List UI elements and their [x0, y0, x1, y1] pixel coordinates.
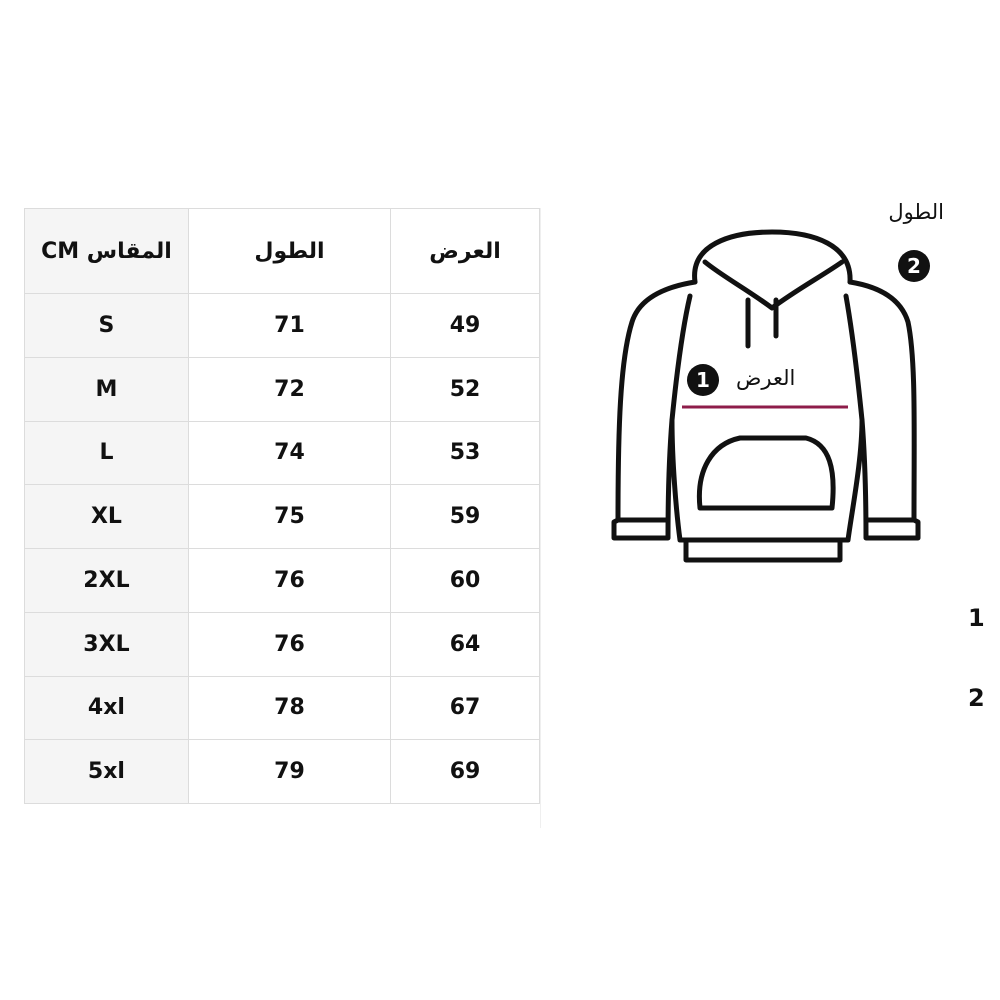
header-width: العرض — [391, 209, 540, 294]
length-cell: 79 — [188, 740, 390, 804]
length-cell: 78 — [188, 676, 390, 740]
header-length: الطول — [188, 209, 390, 294]
table-row — [25, 294, 540, 358]
kangaroo-pocket — [699, 438, 833, 508]
width-cell: 52 — [391, 357, 540, 421]
size-cell: 4xl — [25, 676, 189, 740]
table-header-row — [25, 209, 540, 294]
badge-1: 1 — [687, 364, 719, 396]
width-cell: 67 — [391, 676, 540, 740]
size-cell: 3XL — [25, 612, 189, 676]
size-cell: L — [25, 421, 189, 485]
instruction-1-number: 1 — [968, 604, 985, 632]
header-size: المقاس CM — [25, 209, 189, 294]
width-cell: 60 — [391, 549, 540, 613]
table-row — [25, 549, 540, 613]
hoodie-diagram — [600, 200, 940, 580]
table-row — [25, 357, 540, 421]
instruction-2-number: 2 — [968, 684, 985, 712]
size-chart-table — [24, 208, 540, 804]
hoodie-body-right — [846, 282, 918, 538]
length-cell: 75 — [188, 485, 390, 549]
badge-2: 2 — [898, 250, 930, 282]
width-cell: 49 — [391, 294, 540, 358]
width-cell: 64 — [391, 612, 540, 676]
table-row — [25, 421, 540, 485]
table-row — [25, 612, 540, 676]
size-cell: S — [25, 294, 189, 358]
length-cell: 76 — [188, 612, 390, 676]
length-cell: 76 — [188, 549, 390, 613]
size-cell: M — [25, 357, 189, 421]
width-cell: 69 — [391, 740, 540, 804]
table-row — [25, 740, 540, 804]
size-cell: 5xl — [25, 740, 189, 804]
size-cell: 2XL — [25, 549, 189, 613]
hoodie-body — [614, 282, 695, 538]
width-cell: 59 — [391, 485, 540, 549]
size-cell: XL — [25, 485, 189, 549]
length-cell: 74 — [188, 421, 390, 485]
divider — [540, 208, 541, 828]
length-cell: 71 — [188, 294, 390, 358]
table-row — [25, 676, 540, 740]
length-cell: 72 — [188, 357, 390, 421]
width-cell: 53 — [391, 421, 540, 485]
table-row — [25, 485, 540, 549]
length-label: الطول — [888, 200, 944, 224]
width-label: العرض — [736, 366, 796, 390]
